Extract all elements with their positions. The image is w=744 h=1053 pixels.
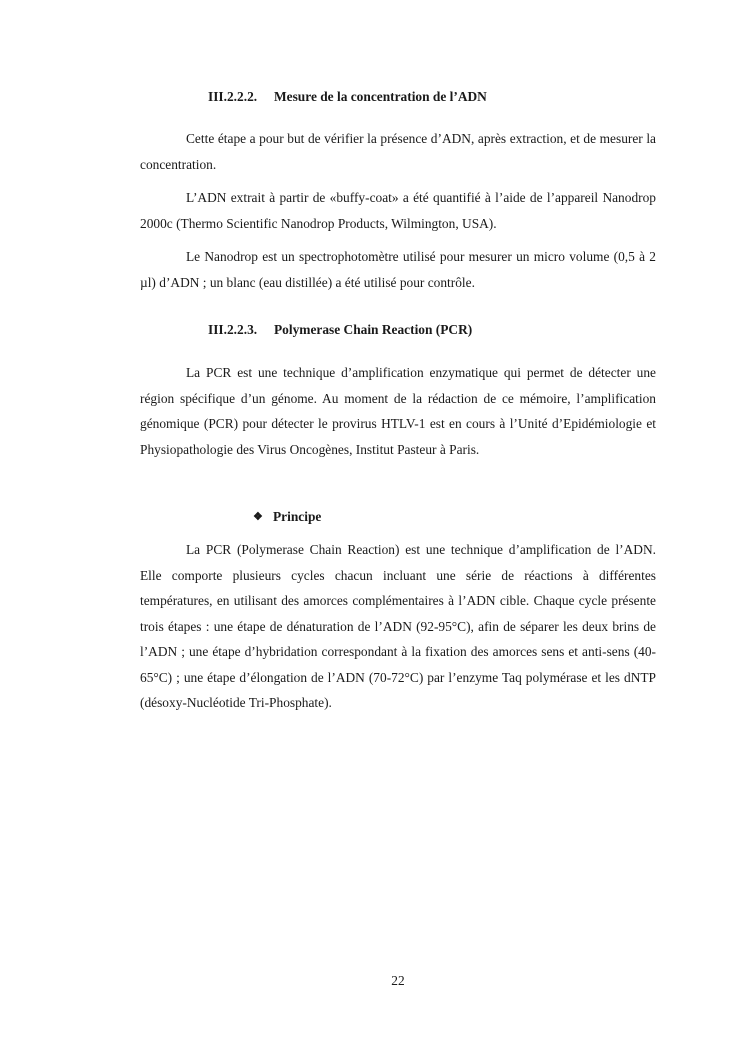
paragraph-mesure-2: L’ADN extrait à partir de «buffy-coat» a été quantifié à l’aide de l’appareil Nanodrop 2000c (Thermo Scientific Nanodrop Products, Wilmington, USA). bbox=[140, 190, 656, 231]
section-title: Mesure de la concentration de l’ADN bbox=[274, 89, 487, 104]
paragraph-mesure-1: Cette étape a pour but de vérifier la présence d’ADN, après extraction, et de mesurer la concentration. bbox=[140, 131, 656, 172]
section-heading-pcr bbox=[208, 322, 472, 338]
paragraph-principe: La PCR (Polymerase Chain Reaction) est une technique d’amplification de l’ADN. Elle comporte plusieurs cycles chacun incluant une série de réactions à différentes températures, en utilisant des amorces complémentaires à l’ADN cible. Chaque cycle présente trois étapes : une étape de dénaturation de l’ADN (92-95°C), afin de séparer les deux brins de l’ADN ; une étape d’hybridation correspondant à la fixation des amorces sens et anti-sens (40-65°C) ; une étape d’élongation de l’ADN (70-72°C) par l’enzyme Taq polymérase et les dNTP (désoxy-Nucléotide Tri-Phosphate). bbox=[140, 542, 656, 710]
paragraph-mesure-3: Le Nanodrop est un spectrophotomètre utilisé pour mesurer un micro volume (0,5 à 2 µl) d’ADN ; un blanc (eau distillée) a été utilisé pour contrôle. bbox=[140, 249, 656, 290]
section-number: III.2.2.2. bbox=[208, 89, 258, 104]
section-number: III.2.2.3. bbox=[208, 322, 258, 337]
section-heading-mesure bbox=[208, 89, 487, 105]
page-number: 22 bbox=[391, 973, 405, 988]
diamond-bullet-icon: ❖ bbox=[253, 511, 263, 523]
principe-heading bbox=[253, 509, 321, 525]
section-title: Polymerase Chain Reaction (PCR) bbox=[274, 322, 473, 337]
paragraph-pcr-1: La PCR est une technique d’amplification enzymatique qui permet de détecter une région spécifique d’un génome. Au moment de la rédaction de ce mémoire, l’amplification génomique (PCR) pour détecter le provirus HTLV-1 est en cours à l’Unité d’Epidémiologie et Physiopathologie des Virus Oncogènes, Institut Pasteur à Paris. bbox=[140, 365, 656, 457]
principe-title: Principe bbox=[273, 509, 322, 524]
